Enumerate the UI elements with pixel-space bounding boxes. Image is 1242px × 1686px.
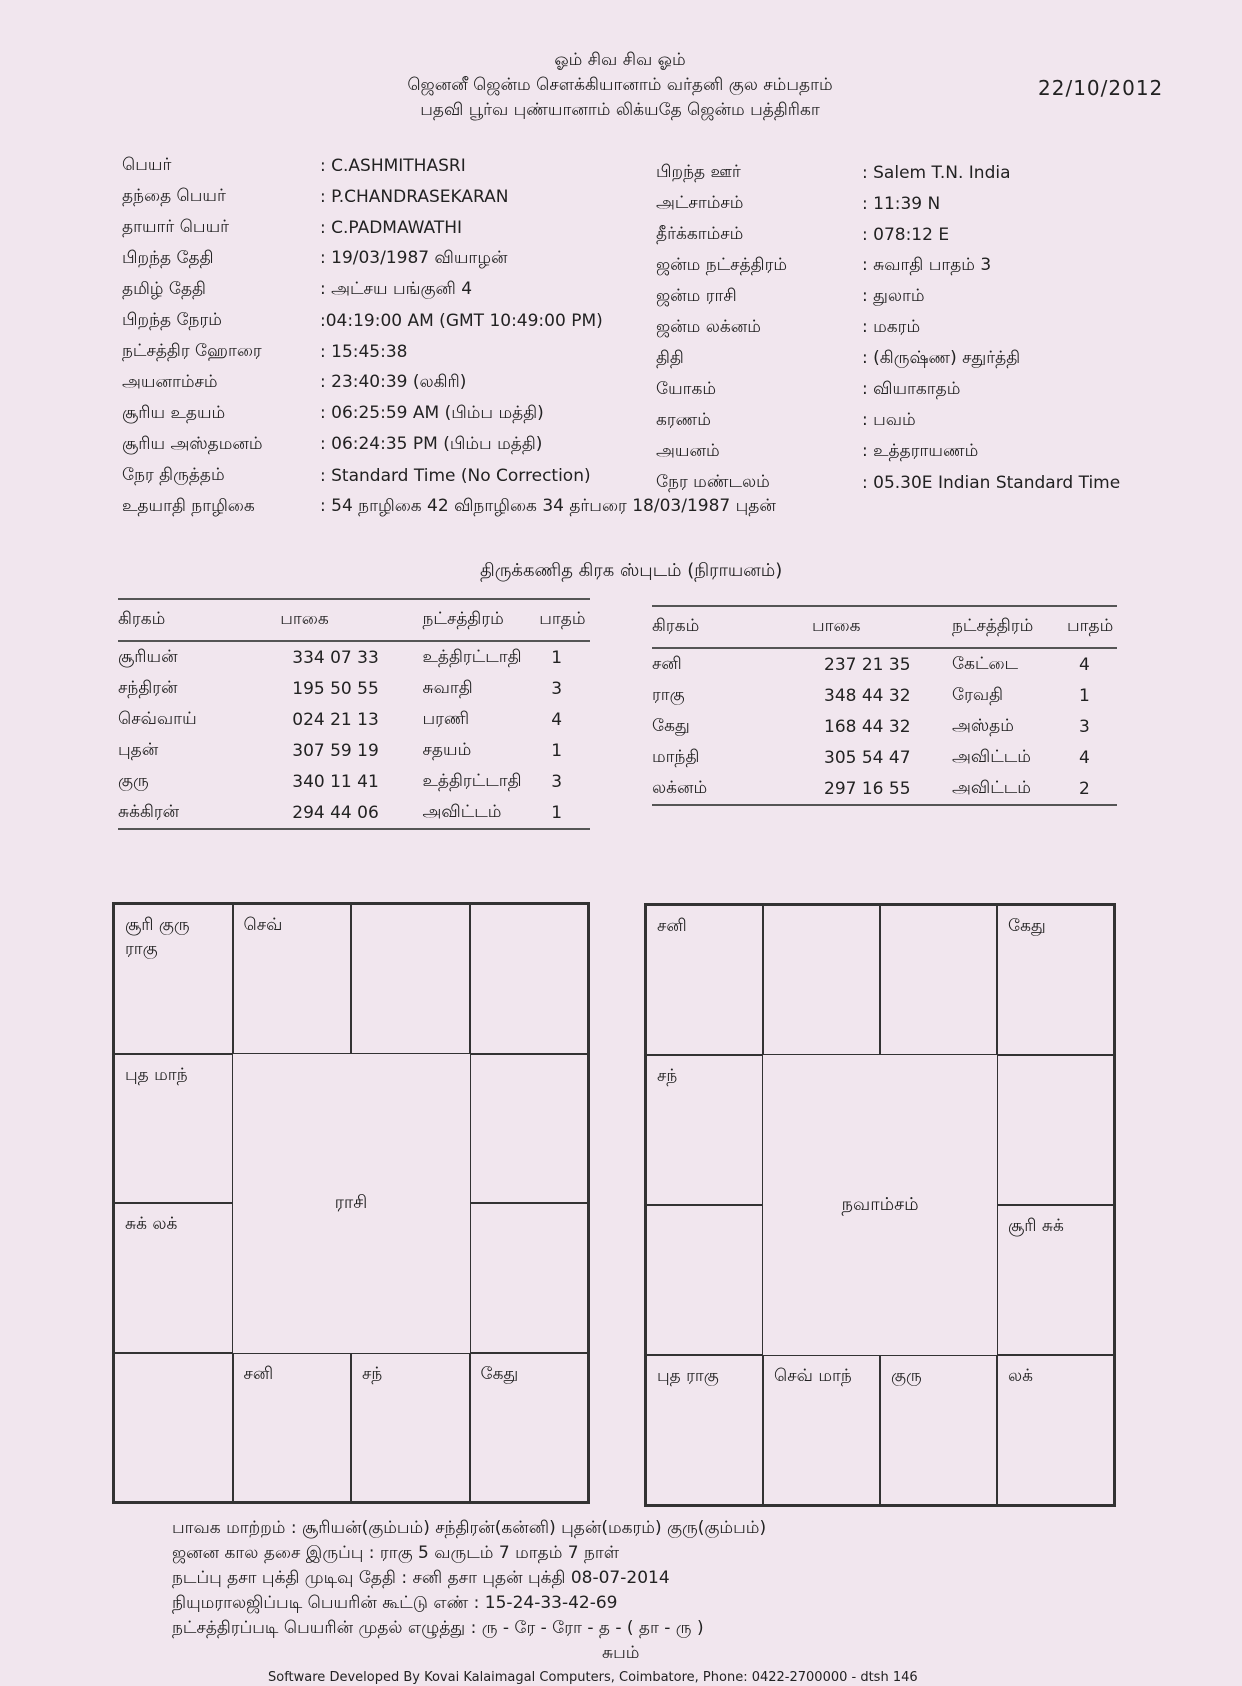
planet-name: குரு <box>118 770 149 791</box>
chart-house: சனி <box>646 905 763 1055</box>
info-label: ஜன்ம நட்சத்திரம் <box>656 254 788 275</box>
header-line-3: பதவி பூர்வ புண்யானாம் லிக்யதே ஜென்ம பத்திரிகா <box>420 100 820 120</box>
info-row <box>122 491 776 522</box>
chart-house <box>470 1203 589 1353</box>
info-label: பெயர் <box>122 154 172 175</box>
footer-bhava: பாவக மாற்றம் : சூரியன்(கும்பம்) சந்திரன்(கன்னி) புதன்(மகரம்) குரு(கும்பம்) <box>172 1518 767 1538</box>
planet-name: ராகு <box>652 684 685 705</box>
info-value: : (கிருஷ்ண) சதுர்த்தி <box>862 347 1021 368</box>
info-value: : 23:40:39 (லகிரி) <box>320 371 467 392</box>
header <box>300 48 940 123</box>
header-line-1: ஓம் சிவ சிவ ஓம் <box>554 50 686 70</box>
navamsa-chart <box>644 903 1116 1507</box>
info-row <box>656 219 1126 250</box>
info-row <box>656 405 1126 436</box>
info-row <box>656 374 1126 405</box>
info-value: : 54 நாழிகை 42 விநாழிகை 34 தர்பரை 18/03/1987 புதன் <box>320 495 776 516</box>
chart-house: சந் <box>351 1353 470 1503</box>
info-label: பிறந்த ஊர் <box>656 161 741 182</box>
info-label: உதயாதி நாழிகை <box>122 495 255 516</box>
info-value: : 19/03/1987 வியாழன் <box>320 247 508 268</box>
info-row <box>122 460 662 491</box>
planet-pada: 1 <box>1079 685 1090 706</box>
planet-table-left <box>118 598 590 830</box>
chart-center-label: நவாம்சம் <box>841 1193 919 1215</box>
planet-degree: 237 21 35 <box>824 654 911 675</box>
info-value: :04:19:00 AM (GMT 10:49:00 PM) <box>320 310 603 331</box>
footer-name-letters: நட்சத்திரப்படி பெயரின் முதல் எழுத்து : ரு - ரே - ரோ - த - ( தா - ரு ) <box>172 1618 704 1638</box>
info-value: : 05.30E Indian Standard Time <box>862 472 1121 493</box>
planet-star: அவிட்டம் <box>952 746 1031 767</box>
info-label: திதி <box>656 347 684 368</box>
info-row <box>122 274 662 305</box>
info-value: : மகரம் <box>862 316 921 337</box>
planet-pada: 1 <box>539 797 590 829</box>
info-value: : C.PADMAWATHI <box>320 217 463 238</box>
col-pada: பாதம் <box>1067 606 1117 648</box>
info-label: ஜன்ம ராசி <box>656 285 737 306</box>
table-row <box>652 680 1117 711</box>
rasi-chart <box>112 902 590 1504</box>
chart-house <box>114 1353 233 1503</box>
chart-house: சூரி குரு ராகு <box>114 904 233 1054</box>
info-row <box>122 398 662 429</box>
info-label: தாயார் பெயர் <box>122 216 230 237</box>
info-value: : 078:12 E <box>862 224 950 245</box>
info-value: : சுவாதி பாதம் 3 <box>862 254 992 275</box>
info-row <box>122 243 662 274</box>
chart-house: கேது <box>997 905 1114 1055</box>
col-planet: கிரகம் <box>652 606 802 648</box>
info-row <box>656 188 1126 219</box>
footer-subham: சுபம் <box>602 1643 640 1663</box>
planet-degree: 294 44 06 <box>270 797 422 829</box>
info-value: : வியாகாதம் <box>862 378 961 399</box>
info-value: : துலாம் <box>862 285 925 306</box>
chart-house: சந் <box>646 1055 763 1205</box>
info-label: அட்சாம்சம் <box>656 192 744 213</box>
info-value: : அட்சய பங்குனி 4 <box>320 278 473 299</box>
chart-center-label: ராசி <box>334 1191 368 1213</box>
footer-current-dasa: நடப்பு தசா புக்தி முடிவு தேதி : சனி தசா புதன் புக்தி 08-07-2014 <box>172 1568 670 1588</box>
planet-star: அவிட்டம் <box>952 773 1067 805</box>
table-row <box>652 711 1117 742</box>
planet-name: லக்னம் <box>652 773 802 805</box>
info-label: நேர திருத்தம் <box>122 464 225 485</box>
info-row <box>122 305 662 336</box>
planet-name: சுக்கிரன் <box>118 797 270 829</box>
info-value: : 06:24:35 PM (பிம்ப மத்தி) <box>320 433 543 454</box>
planet-degree: 297 16 55 <box>802 773 952 805</box>
info-label: அயனம் <box>656 440 720 461</box>
planet-name: செவ்வாய் <box>118 708 197 729</box>
col-degree: பாகை <box>802 606 952 648</box>
planet-name: சூரியன் <box>118 646 178 667</box>
info-label: ஜன்ம லக்னம் <box>656 316 761 337</box>
planet-star: கேட்டை <box>952 653 1019 674</box>
planet-star: அஸ்தம் <box>952 715 1014 736</box>
footer-numerology: நியுமராலஜிப்படி பெயரின் கூட்டு எண் : 15-24-33-42-69 <box>172 1593 618 1613</box>
planet-name: புதன் <box>118 739 159 760</box>
info-row <box>122 429 662 460</box>
planet-table-right <box>652 605 1117 806</box>
table-row <box>118 641 590 673</box>
planet-star: சதயம் <box>422 739 472 760</box>
col-planet: கிரகம் <box>118 599 270 641</box>
info-label: பிறந்த நேரம் <box>122 309 222 330</box>
info-value: : 11:39 N <box>862 193 941 214</box>
planet-pada: 1 <box>551 647 563 668</box>
planet-star: உத்திரட்டாதி <box>422 770 522 791</box>
chart-house <box>351 904 470 1054</box>
footer-dasa-balance: ஜனன கால தசை இருப்பு : ராகு 5 வருடம் 7 மாதம் 7 நாள் <box>172 1543 620 1563</box>
col-star: நட்சத்திரம் <box>952 606 1067 648</box>
planet-pada: 2 <box>1067 773 1117 805</box>
info-value: : பவம் <box>862 409 916 430</box>
info-row <box>656 343 1126 374</box>
header-line-2: ஜெனனீ ஜென்ம சௌக்கியானாம் வர்தனி குல சம்பதாம் <box>407 75 833 95</box>
info-value: : Salem T.N. India <box>862 162 1011 183</box>
planet-degree: 340 11 41 <box>292 771 379 792</box>
info-label: நேர மண்டலம் <box>656 471 770 492</box>
table-row <box>118 735 590 766</box>
info-label: தீர்க்காம்சம் <box>656 223 744 244</box>
chart-house <box>763 905 880 1055</box>
software-credit: Software Developed By Kovai Kalaimagal Computers, Coimbatore, Phone: 0422-2700000 - dtsh 146 <box>268 1670 918 1685</box>
info-row <box>656 436 1126 467</box>
chart-house: லக் <box>997 1355 1114 1505</box>
col-star: நட்சத்திரம் <box>423 599 540 641</box>
col-degree: பாகை <box>270 599 422 641</box>
chart-house: குரு <box>880 1355 997 1505</box>
info-label: தமிழ் தேதி <box>122 278 206 299</box>
planet-degree: 305 54 47 <box>824 747 911 768</box>
info-row <box>656 312 1126 343</box>
planet-star: உத்திரட்டாதி <box>422 646 522 667</box>
planet-pada: 4 <box>551 709 563 730</box>
chart-house: சூரி சுக் <box>997 1205 1114 1355</box>
info-value: : P.CHANDRASEKARAN <box>320 186 509 207</box>
info-value: : உத்தராயணம் <box>862 440 979 461</box>
planet-pada: 4 <box>1079 654 1090 675</box>
planet-name: சந்திரன் <box>118 677 178 698</box>
info-row <box>656 250 1126 281</box>
planet-pada: 4 <box>1079 747 1090 768</box>
planet-name: சனி <box>652 653 682 674</box>
table-row <box>652 773 1117 805</box>
info-label: நட்சத்திர ஹோரை <box>122 340 262 361</box>
info-value: : Standard Time (No Correction) <box>320 465 591 486</box>
chart-house <box>880 905 997 1055</box>
info-row <box>656 467 1126 498</box>
chart-house <box>997 1055 1114 1205</box>
planet-star: சுவாதி <box>422 677 473 698</box>
info-label: சூரிய அஸ்தமனம் <box>122 433 263 454</box>
chart-house <box>646 1205 763 1355</box>
col-pada: பாதம் <box>539 599 590 641</box>
chart-house: கேது <box>470 1353 589 1503</box>
info-value: : 06:25:59 AM (பிம்ப மத்தி) <box>320 402 544 423</box>
print-date: 22/10/2012 <box>1038 76 1164 100</box>
planet-pada: 1 <box>551 740 563 761</box>
info-row <box>122 150 662 181</box>
info-label: பிறந்த தேதி <box>122 247 214 268</box>
planet-star: ரேவதி <box>952 684 1004 705</box>
info-row <box>122 367 662 398</box>
planet-degree: 168 44 32 <box>824 716 911 737</box>
table-row <box>652 742 1117 773</box>
table-header-row <box>652 606 1117 648</box>
info-label: தந்தை பெயர் <box>122 185 226 206</box>
planet-degree: 307 59 19 <box>292 740 379 761</box>
table-row <box>118 797 590 829</box>
info-label: யோகம் <box>656 378 717 399</box>
planet-name: கேது <box>652 715 690 736</box>
chart-house: செவ் <box>233 904 352 1054</box>
table-header-row <box>118 599 590 641</box>
table-row <box>118 704 590 735</box>
table-row <box>118 766 590 797</box>
info-label: அயனாம்சம் <box>122 371 218 392</box>
info-row <box>656 281 1126 312</box>
chart-house <box>470 1054 589 1204</box>
footer-notes <box>172 1516 767 1663</box>
info-row <box>122 212 662 243</box>
planet-pada: 3 <box>551 678 563 699</box>
chart-house: செவ் மாந் <box>763 1355 880 1505</box>
planet-degree: 195 50 55 <box>292 678 379 699</box>
planet-star: பரணி <box>422 708 470 729</box>
chart-house: சனி <box>233 1353 352 1503</box>
table-row <box>652 648 1117 680</box>
birth-details-right <box>656 157 1126 498</box>
info-row <box>122 181 662 212</box>
info-value: : C.ASHMITHASRI <box>320 155 466 176</box>
table-row <box>118 673 590 704</box>
info-row <box>122 336 662 367</box>
info-value: : 15:45:38 <box>320 341 408 362</box>
chart-house <box>470 904 589 1054</box>
planet-degree: 334 07 33 <box>292 647 379 668</box>
info-label: சூரிய உதயம் <box>122 402 226 423</box>
planet-pada: 3 <box>1079 716 1090 737</box>
planet-name: மாந்தி <box>652 746 700 767</box>
planet-degree: 024 21 13 <box>292 709 379 730</box>
planet-degree: 348 44 32 <box>824 685 911 706</box>
planet-positions-title: திருக்கணித கிரக ஸ்புடம் (நிராயனம்) <box>480 560 783 581</box>
info-row <box>656 157 1126 188</box>
chart-house: புத ராகு <box>646 1355 763 1505</box>
planet-pada: 3 <box>551 771 563 792</box>
planet-star: அவிட்டம் <box>423 797 540 829</box>
chart-house: புத மாந் <box>114 1054 233 1204</box>
info-label: கரணம் <box>656 409 711 430</box>
chart-house: சுக் லக் <box>114 1203 233 1353</box>
